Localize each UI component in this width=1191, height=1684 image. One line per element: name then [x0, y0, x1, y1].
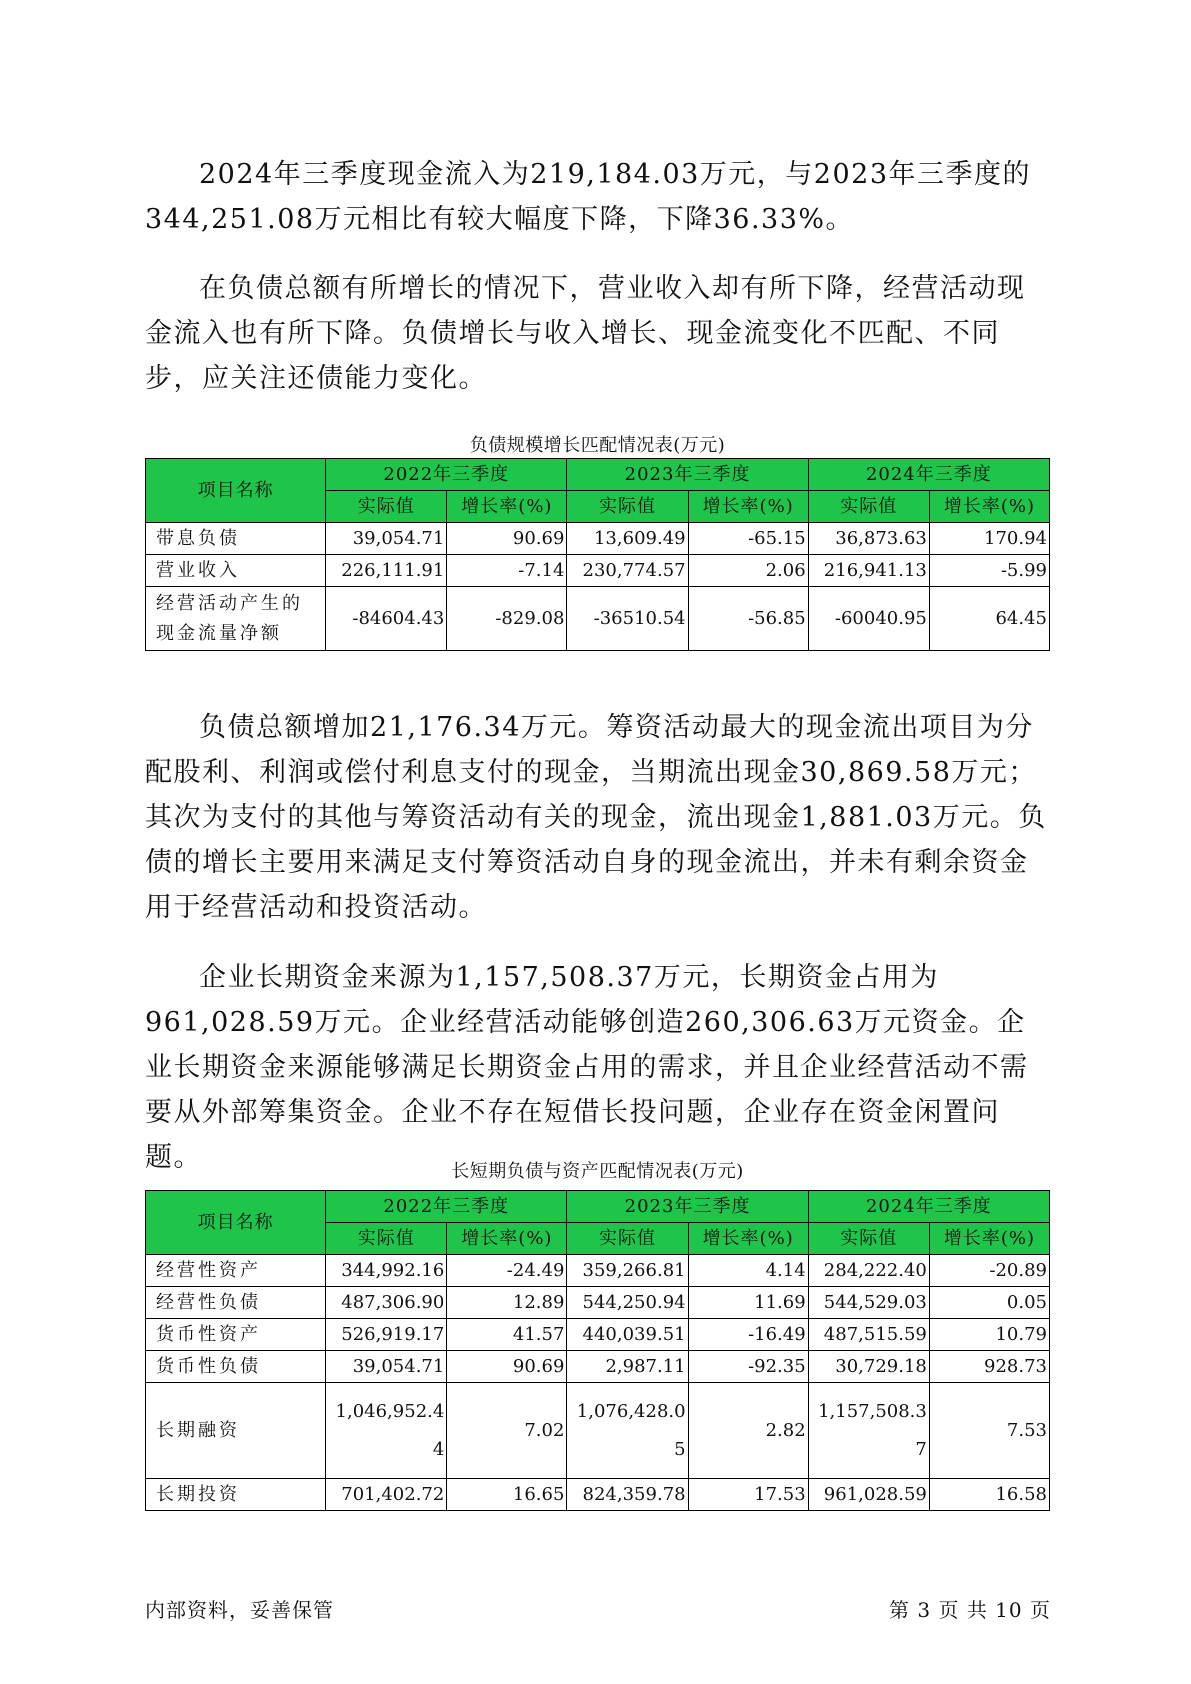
cell-value: -60040.95: [808, 587, 929, 651]
cell-value: 16.65: [447, 1479, 567, 1511]
cell-value: 284,222.40: [808, 1255, 929, 1287]
row-label: 货币性负债: [146, 1351, 326, 1383]
header-growth: 增长率(%): [929, 491, 1049, 523]
header-actual: 实际值: [326, 491, 447, 523]
cell-value: 30,729.18: [808, 1351, 929, 1383]
header-period-2024: 2024年三季度: [808, 1191, 1049, 1223]
header-actual: 实际值: [567, 491, 688, 523]
header-growth: 增长率(%): [447, 491, 567, 523]
cell-value: 344,992.16: [326, 1255, 447, 1287]
table-row: [146, 555, 1050, 587]
paragraph-debt-growth-mismatch: 在负债总额有所增长的情况下，营业收入却有所下降，经营活动现金流入也有所下降。负债增长与收入增长、现金流变化不匹配、不同步，应关注还债能力变化。: [145, 273, 1026, 394]
cell-value: 2,987.11: [567, 1351, 688, 1383]
cell-value: 2.82: [688, 1383, 808, 1479]
cell-value: 2.06: [688, 555, 808, 587]
header-period-2023: 2023年三季度: [567, 459, 808, 491]
cell-value: 13,609.49: [567, 523, 688, 555]
cell-value: 90.69: [447, 1351, 567, 1383]
header-item-name: 项目名称: [146, 459, 326, 523]
cell-value: 10.79: [929, 1319, 1049, 1351]
cell-value: -65.15: [688, 523, 808, 555]
cell-value: -92.35: [688, 1351, 808, 1383]
table-row: [146, 1479, 1050, 1511]
cell-value: 440,039.51: [567, 1319, 688, 1351]
table1-caption: 负债规模增长匹配情况表(万元): [469, 435, 726, 456]
header-growth: 增长率(%): [929, 1223, 1049, 1255]
cell-value: -5.99: [929, 555, 1049, 587]
cell-value: 544,529.03: [808, 1287, 929, 1319]
cell-value: 64.45: [929, 587, 1049, 651]
cell-value: 39,054.71: [326, 523, 447, 555]
cell-value: 0.05: [929, 1287, 1049, 1319]
page-number: 第 3 页 共 10 页: [889, 1598, 1051, 1622]
cell-value: 216,941.13: [808, 555, 929, 587]
cell-value: 487,306.90: [326, 1287, 447, 1319]
cell-value: 4.14: [688, 1255, 808, 1287]
cell-value: 39,054.71: [326, 1351, 447, 1383]
cell-value: 544,250.94: [567, 1287, 688, 1319]
header-growth: 增长率(%): [688, 1223, 808, 1255]
row-label: 货币性资产: [146, 1319, 326, 1351]
header-actual: 实际值: [808, 1223, 929, 1255]
table-row: [146, 1255, 1050, 1287]
cell-value: 1,046,952.44: [326, 1383, 447, 1479]
paragraph-financing-outflow: 负债总额增加21,176.34万元。筹资活动最大的现金流出项目为分配股利、利润或偿付利息支付的现金，当期流出现金30,869.58万元；其次为支付的其他与筹资活动有关的现金，流出现金1,881.03万元。负债的增长主要用来满足支付筹资活动自身的现金流出，并未有剩余资金用于经营活动和投资活动。: [145, 712, 1047, 923]
header-growth: 增长率(%): [447, 1223, 567, 1255]
cell-value: 824,359.78: [567, 1479, 688, 1511]
cell-value: -20.89: [929, 1255, 1049, 1287]
cell-value: 12.89: [447, 1287, 567, 1319]
header-period-2022: 2022年三季度: [326, 459, 567, 491]
cell-value: 226,111.91: [326, 555, 447, 587]
cell-value: 230,774.57: [567, 555, 688, 587]
table-row: [146, 1319, 1050, 1351]
cell-value: 928.73: [929, 1351, 1049, 1383]
long-short-term-match-table: [145, 1190, 1050, 1511]
cell-value: 961,028.59: [808, 1479, 929, 1511]
cell-value: 170.94: [929, 523, 1049, 555]
header-growth: 增长率(%): [688, 491, 808, 523]
table-row: [146, 1383, 1050, 1479]
cell-value: -84604.43: [326, 587, 447, 651]
row-label: 经营性负债: [146, 1287, 326, 1319]
table2-caption: 长短期负债与资产匹配情况表(万元): [451, 1161, 744, 1182]
table-row: [146, 523, 1050, 555]
cell-value: 36,873.63: [808, 523, 929, 555]
header-actual: 实际值: [326, 1223, 447, 1255]
debt-growth-match-table: [145, 458, 1050, 651]
table-row: [146, 1287, 1050, 1319]
paragraph-long-term-funds: 企业长期资金来源为1,157,508.37万元，长期资金占用为961,028.59万元。企业经营活动能够创造260,306.63万元资金。企业长期资金来源能够满足长期资金占用的需求，并且企业经营活动不需要从外部筹集资金。企业不存在短借长投问题，企业存在资金闲置问题。: [145, 962, 1029, 1173]
cell-value: 17.53: [688, 1479, 808, 1511]
cell-value: -56.85: [688, 587, 808, 651]
cell-value: 487,515.59: [808, 1319, 929, 1351]
cell-value: 359,266.81: [567, 1255, 688, 1287]
header-period-2024: 2024年三季度: [808, 459, 1049, 491]
header-item-name: 项目名称: [146, 1191, 326, 1255]
row-label: 长期融资: [146, 1383, 326, 1479]
row-label: 经营性资产: [146, 1255, 326, 1287]
row-label: 长期投资: [146, 1479, 326, 1511]
header-actual: 实际值: [567, 1223, 688, 1255]
cell-value: -36510.54: [567, 587, 688, 651]
cell-value: 7.53: [929, 1383, 1049, 1479]
cell-value: 11.69: [688, 1287, 808, 1319]
cell-value: -829.08: [447, 587, 567, 651]
header-actual: 实际值: [808, 491, 929, 523]
paragraph-cash-inflow: 2024年三季度现金流入为219,184.03万元，与2023年三季度的344,251.08万元相比有较大幅度下降，下降36.33%。: [145, 159, 1032, 235]
footer-confidential-note: 内部资料，妥善保管: [145, 1598, 334, 1622]
cell-value: 701,402.72: [326, 1479, 447, 1511]
cell-value: 41.57: [447, 1319, 567, 1351]
cell-value: -16.49: [688, 1319, 808, 1351]
cell-value: 90.69: [447, 523, 567, 555]
cell-value: 526,919.17: [326, 1319, 447, 1351]
row-label: 经营活动产生的现金流量净额: [146, 587, 326, 651]
header-period-2022: 2022年三季度: [326, 1191, 567, 1223]
table-row: [146, 587, 1050, 651]
cell-value: 16.58: [929, 1479, 1049, 1511]
cell-value: -7.14: [447, 555, 567, 587]
row-label: 营业收入: [146, 555, 326, 587]
cell-value: 7.02: [447, 1383, 567, 1479]
cell-value: 1,157,508.37: [808, 1383, 929, 1479]
table-row: [146, 1351, 1050, 1383]
row-label: 带息负债: [146, 523, 326, 555]
cell-value: -24.49: [447, 1255, 567, 1287]
cell-value: 1,076,428.05: [567, 1383, 688, 1479]
header-period-2023: 2023年三季度: [567, 1191, 808, 1223]
